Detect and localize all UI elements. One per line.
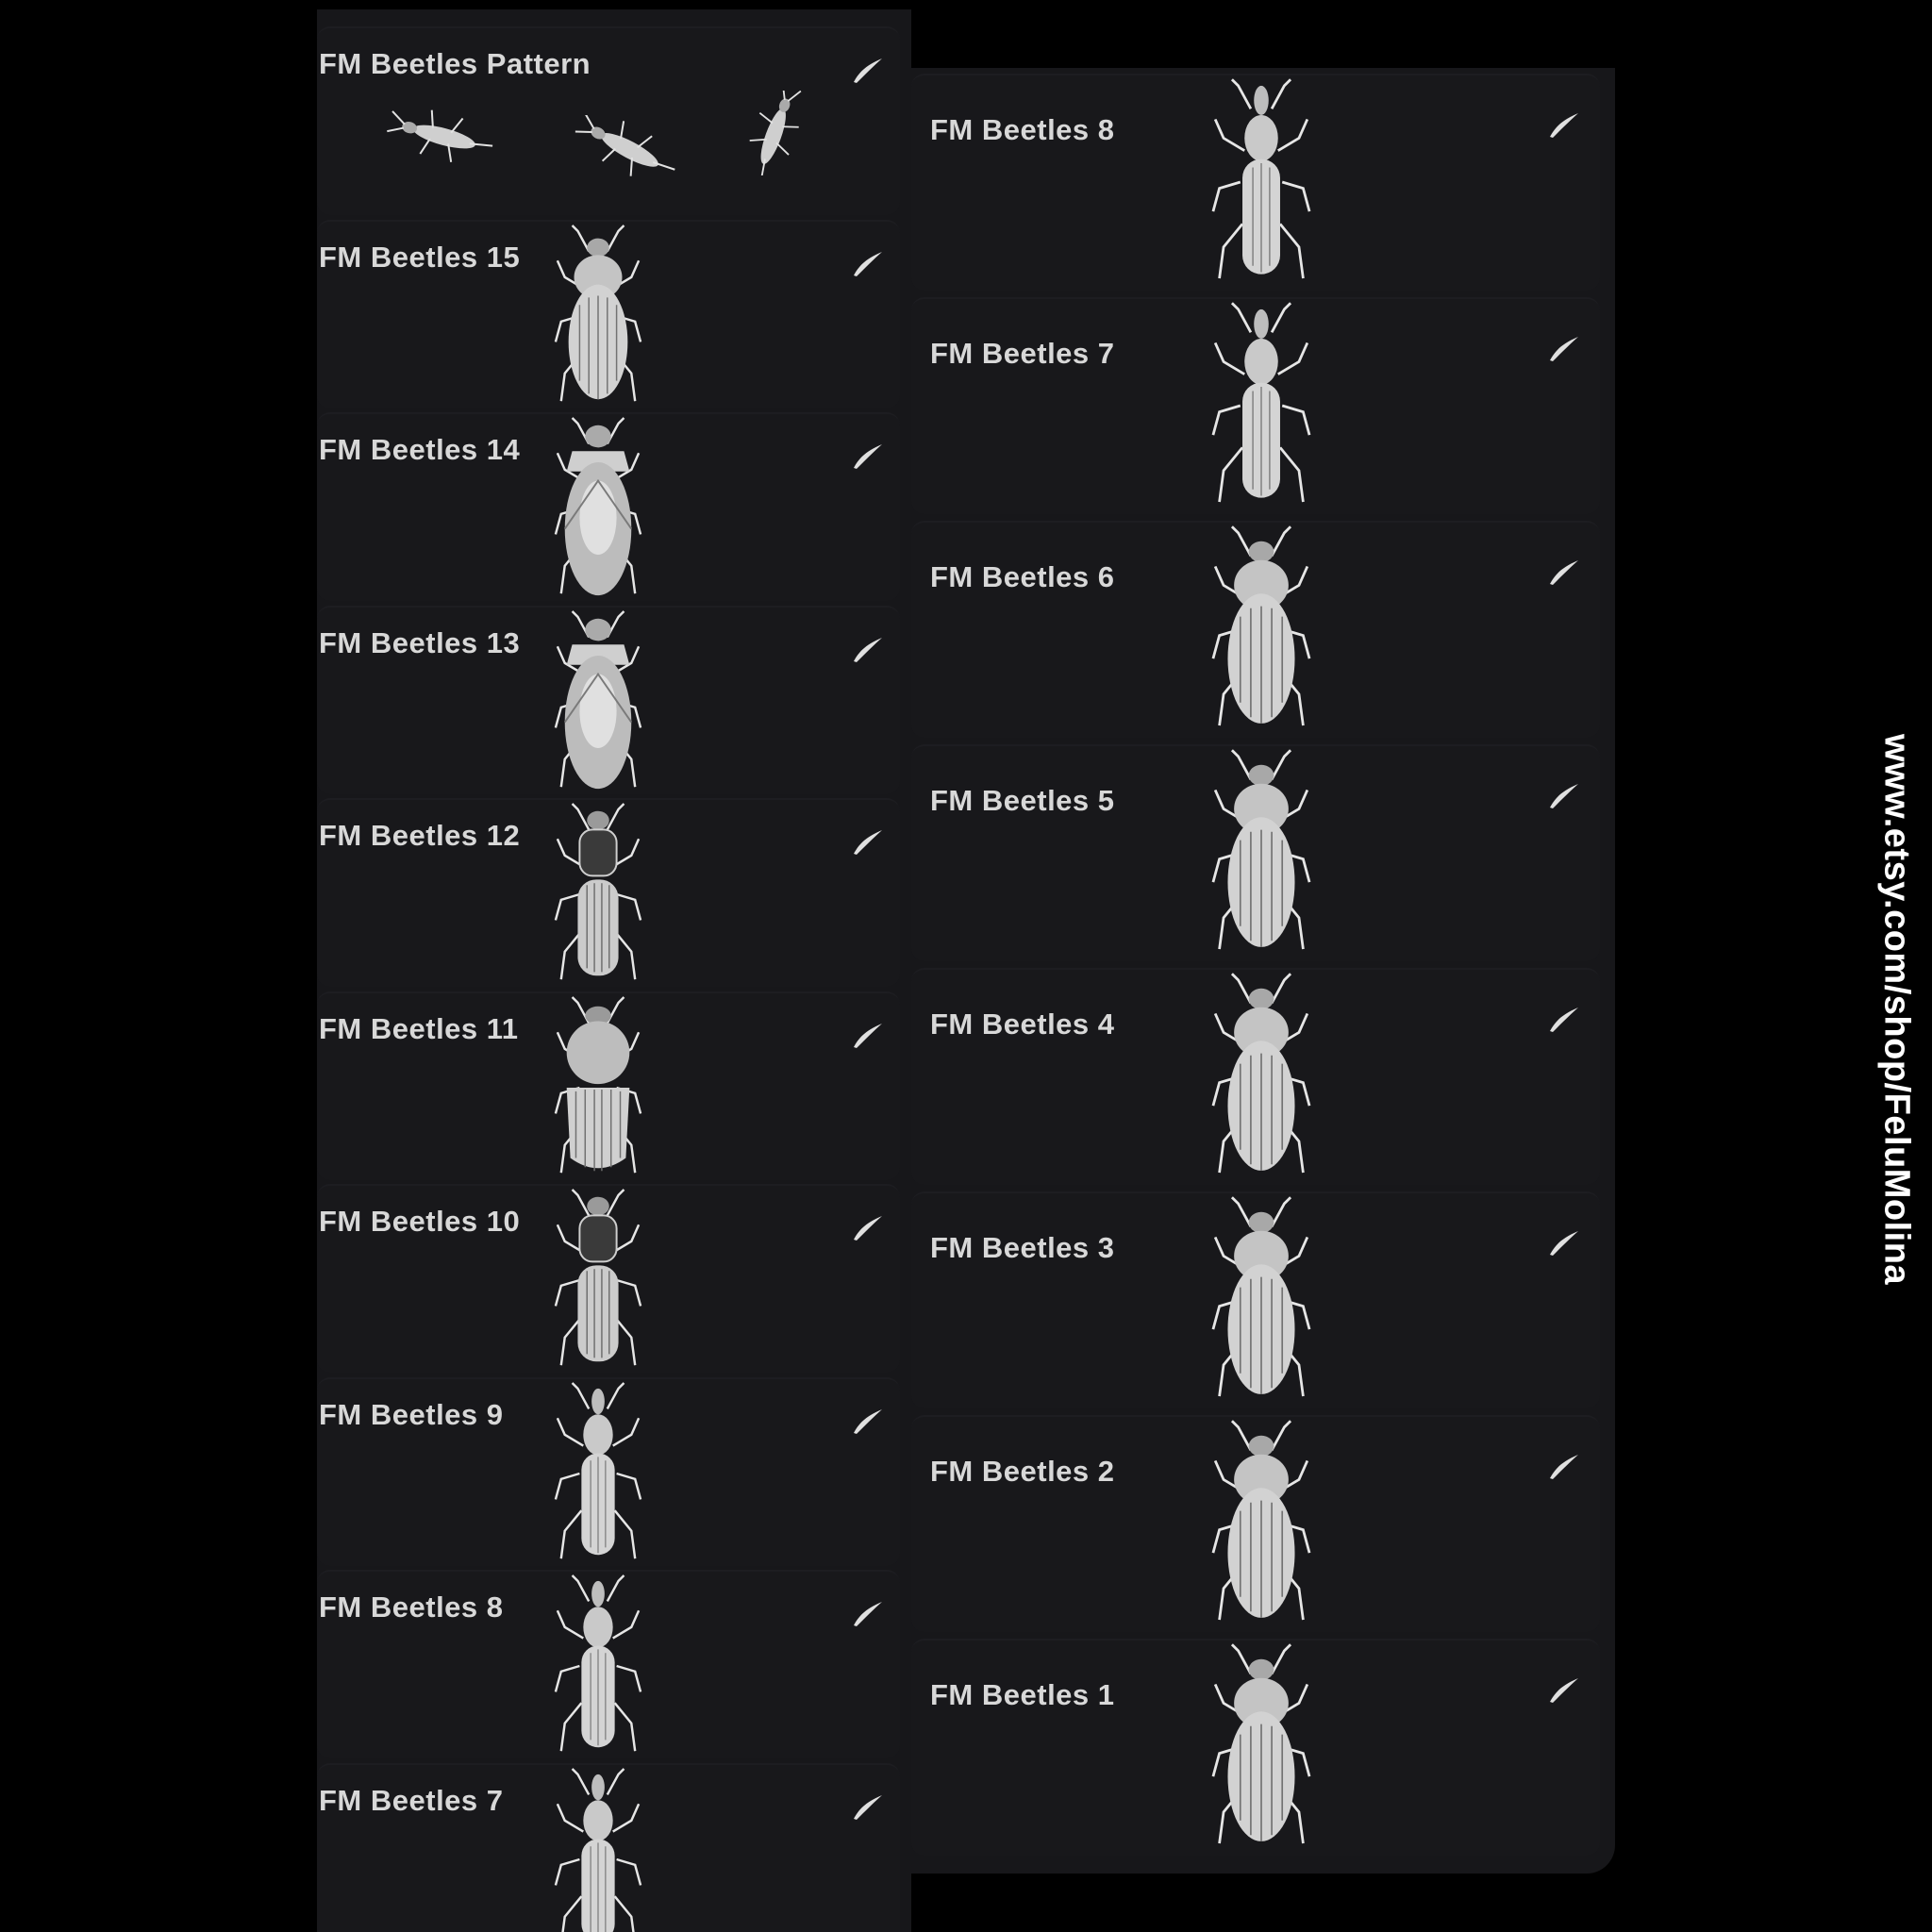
brush-name-label: FM Beetles 13 bbox=[319, 625, 521, 659]
brush-row[interactable] bbox=[911, 521, 1600, 738]
brush-name-label: FM Beetles 3 bbox=[930, 1231, 1115, 1264]
brush-stroke-icon bbox=[851, 246, 885, 280]
brush-stroke-icon bbox=[1547, 1673, 1581, 1707]
brush-stroke-icon bbox=[1547, 555, 1581, 589]
brush-row[interactable] bbox=[317, 798, 900, 987]
brush-stroke-icon bbox=[1547, 1002, 1581, 1036]
brush-row[interactable] bbox=[317, 1570, 900, 1758]
brush-stroke-icon bbox=[851, 53, 885, 87]
brush-row[interactable] bbox=[911, 1415, 1600, 1632]
shop-watermark: www.etsy.com/shop/FeluMolina bbox=[1876, 733, 1917, 1286]
beetle-preview bbox=[1200, 525, 1323, 738]
beetle-preview bbox=[1200, 77, 1323, 291]
brush-name-label: FM Beetles 9 bbox=[319, 1397, 504, 1431]
beetle-preview bbox=[1200, 1195, 1323, 1408]
brush-row[interactable] bbox=[317, 220, 900, 408]
beetle-preview bbox=[551, 1188, 645, 1373]
brush-name-label: FM Beetles 5 bbox=[930, 784, 1115, 817]
brush-row[interactable] bbox=[911, 968, 1600, 1185]
brush-row[interactable] bbox=[317, 1184, 900, 1373]
brush-library-left-panel bbox=[317, 9, 911, 1932]
beetle-preview bbox=[1200, 972, 1323, 1185]
brush-row[interactable] bbox=[317, 412, 900, 601]
brush-row[interactable] bbox=[911, 744, 1600, 961]
brush-name-label: FM Beetles 11 bbox=[319, 1011, 519, 1045]
beetle-preview bbox=[551, 1381, 645, 1566]
brush-stroke-icon bbox=[851, 439, 885, 473]
brush-stroke-icon bbox=[851, 1790, 885, 1824]
brush-stroke-icon bbox=[851, 1404, 885, 1438]
brush-name-label: FM Beetles 8 bbox=[319, 1591, 504, 1624]
brush-name-label: FM Beetles 4 bbox=[930, 1008, 1115, 1041]
brush-row[interactable] bbox=[317, 1377, 900, 1566]
brush-stroke-icon bbox=[1547, 778, 1581, 812]
brush-name-label: FM Beetles 1 bbox=[930, 1678, 1115, 1711]
beetle-preview bbox=[1200, 1419, 1323, 1632]
brush-stroke-icon bbox=[1547, 331, 1581, 365]
brush-stroke-icon bbox=[851, 1596, 885, 1630]
beetle-preview bbox=[551, 802, 645, 987]
brush-name-label: FM Beetles 12 bbox=[319, 819, 521, 852]
brush-stroke-icon bbox=[851, 1018, 885, 1052]
brush-row[interactable] bbox=[317, 606, 900, 794]
brush-name-label: FM Beetles 14 bbox=[319, 433, 521, 466]
beetle-preview bbox=[1200, 301, 1323, 514]
beetle-preview bbox=[551, 1574, 645, 1758]
beetle-preview bbox=[551, 1767, 645, 1932]
brush-stroke-icon bbox=[851, 824, 885, 858]
brush-name-label: FM Beetles Pattern bbox=[319, 47, 591, 80]
brush-row[interactable] bbox=[317, 1763, 900, 1932]
brush-name-label: FM Beetles 15 bbox=[319, 240, 521, 274]
beetle-preview bbox=[551, 609, 645, 794]
brush-stroke-icon bbox=[851, 1210, 885, 1244]
brush-row[interactable] bbox=[911, 74, 1600, 291]
brush-row[interactable] bbox=[911, 1639, 1600, 1856]
brush-name-label: FM Beetles 7 bbox=[319, 1783, 504, 1817]
brush-name-label: FM Beetles 7 bbox=[930, 337, 1115, 370]
brush-library-right-panel bbox=[911, 68, 1615, 1874]
beetle-preview bbox=[1200, 1642, 1323, 1856]
brush-row[interactable] bbox=[911, 1191, 1600, 1408]
beetle-preview bbox=[551, 995, 645, 1180]
brush-row[interactable] bbox=[911, 297, 1600, 514]
brush-stroke-icon bbox=[851, 632, 885, 666]
brush-row[interactable] bbox=[317, 991, 900, 1180]
brush-row[interactable] bbox=[317, 26, 900, 215]
brush-stroke-icon bbox=[1547, 108, 1581, 142]
beetle-preview bbox=[551, 416, 645, 601]
brush-name-label: FM Beetles 10 bbox=[319, 1205, 521, 1238]
brush-stroke-icon bbox=[1547, 1225, 1581, 1259]
beetle-preview bbox=[1200, 748, 1323, 961]
brush-name-label: FM Beetles 2 bbox=[930, 1455, 1115, 1488]
brush-stroke-icon bbox=[1547, 1449, 1581, 1483]
beetle-preview bbox=[551, 224, 645, 408]
brush-name-label: FM Beetles 8 bbox=[930, 113, 1115, 146]
brush-name-label: FM Beetles 6 bbox=[930, 560, 1115, 593]
